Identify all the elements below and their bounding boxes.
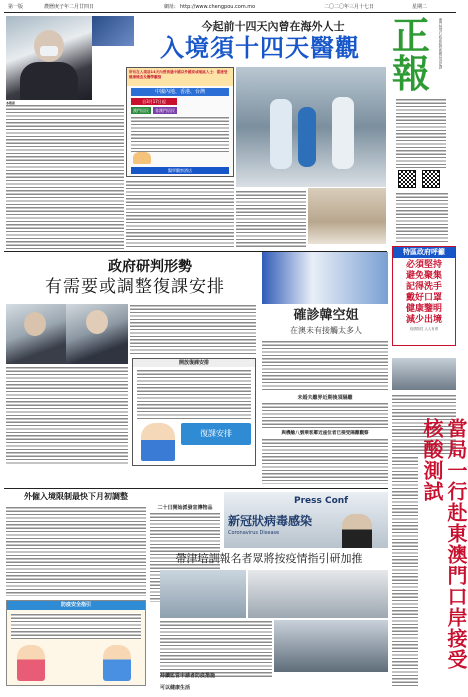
story7-body-1 [160, 620, 272, 678]
story2-photo-1 [6, 304, 66, 364]
infobox-row [131, 107, 229, 114]
reminder-item-2: 避免聚集 [405, 271, 442, 281]
brand-block [390, 14, 456, 244]
story4-title-1: 未婚夫離界近期後須隔離 [297, 395, 353, 401]
brand-side-note: 澳門特別行政區政府新聞局登記證 [438, 18, 442, 69]
worker-3 [332, 97, 354, 169]
lead-photo-corridor [308, 188, 386, 244]
lead-headline: 入境須十四天醫觀 [160, 34, 360, 62]
mid-rule [4, 488, 388, 489]
story2-headline-2: 有需要或調整復課安排 [45, 277, 225, 297]
edition-label: 第一版 [8, 4, 24, 10]
infobox-tag-3: 澳門居民 [133, 108, 149, 113]
lead-kicker: 今起前十四天內曾在海外人士 [201, 20, 345, 33]
lunar-date: 農曆庚子年二月廿四日 [44, 4, 95, 10]
reminder-title: 特區政府呼籲 [393, 247, 455, 258]
lead-byline: 本報訊 [6, 101, 16, 105]
story6-title: 二十日開始派發宣傳物品 [157, 505, 213, 511]
reminder-item-6: 減少出境 [405, 315, 442, 325]
reminder-item-5: 健康鑒明 [405, 304, 442, 314]
story7-photo-2 [248, 570, 388, 618]
website-url[interactable]: http://www.chengpou.com.mo [180, 4, 256, 10]
bottom-left-title: 防疫安全指引 [7, 601, 145, 610]
lead-photo-hospital [236, 67, 386, 187]
speaker-face [24, 312, 46, 336]
press-speaker [342, 514, 372, 548]
story5-headline: 外僱入境限制最快下月初調整 [24, 492, 128, 501]
infobox-bottom: 醫學觀察酒店 [131, 167, 229, 174]
weekday: 星期二 [412, 4, 428, 10]
issue-date: 二〇二〇年三月十七日 [324, 4, 375, 10]
story2-box-person [141, 423, 175, 461]
cartoon-figure-1 [17, 645, 45, 681]
story3-photo [262, 252, 388, 304]
person-body [20, 62, 78, 100]
speaker-face-2 [86, 310, 108, 334]
right-body-2 [392, 456, 418, 686]
website-label: 網址: [164, 4, 176, 10]
masthead [4, 2, 456, 12]
cartoon-figure-2 [103, 645, 131, 681]
story2-box-text [137, 369, 251, 421]
lead-photo-2 [92, 16, 134, 46]
reminder-footer: 疫情防控 人人有責 [409, 327, 439, 331]
lead-infobox [126, 67, 234, 177]
masthead-rule [4, 12, 456, 13]
worker-2 [298, 107, 316, 167]
story7-headline: 帶津培訓報名者眾將按疫情指引研加推 [175, 552, 363, 565]
press-photo [224, 492, 388, 548]
infobox-title: 所有在入境前14天內曾到過中國以外國家或地區人士：需接受健康檢查及醫學觀察 [127, 68, 233, 86]
vertical-headline: 當局一行赴東澳門口岸接受核酸測試 [420, 418, 468, 670]
story5-body [6, 506, 146, 596]
story2-photo-2 [66, 304, 128, 364]
reminder-item-3: 記得洗手 [405, 282, 442, 292]
story7-photo-3 [274, 620, 388, 672]
qr-code-1[interactable] [398, 170, 416, 188]
brand-info-lines [396, 98, 446, 168]
brand-contact-lines [396, 192, 448, 242]
story2-box-badge: 復課安排 [181, 423, 251, 445]
story7-sub: 持續監管申請者防疫措施 [160, 673, 216, 679]
press-banner: Press Conf [294, 496, 349, 506]
worker-1 [270, 99, 292, 169]
story2-headline-1: 政府研判形勢 [108, 259, 192, 275]
press-title-cn: 新冠狀病毒感染 [228, 514, 313, 528]
infobox-text [131, 116, 229, 152]
story2-body-2 [130, 304, 256, 356]
lead-body-col3 [236, 190, 306, 248]
brand-title-1: 正 [392, 14, 431, 58]
infobox-tag-2: 自3月17日起 [131, 98, 177, 105]
bottom-left-box [6, 600, 146, 686]
lead-photo [6, 16, 92, 100]
story2-box-title: 開放復課安排 [133, 359, 255, 367]
story3-body [262, 340, 388, 392]
reminder-item-1: 必須堅持 [405, 260, 442, 270]
story3-headline: 確診韓空姐 [293, 308, 359, 323]
story4-title-2: 與機艙八號乘客鄰近座位者已接受隔離觀察 [281, 431, 369, 436]
qr-code-2[interactable] [422, 170, 440, 188]
story3-sub: 在澳未有接觸太多人 [290, 326, 362, 335]
footer-note: 可以健康生活 [160, 685, 191, 691]
infobox-tag-1: 中國內地、香港、台灣 [131, 88, 229, 96]
story2-body-1 [6, 366, 128, 466]
press-title-en: Coronavirus Disease [228, 530, 280, 536]
right-photo-1 [392, 358, 456, 390]
story4-body-1 [262, 402, 388, 428]
infobox-tag-4: 非澳門居民 [155, 108, 175, 113]
story2-box [132, 358, 256, 466]
infobox-people-icon [133, 152, 151, 164]
reminder-box [392, 246, 456, 346]
bottom-left-text [11, 613, 141, 639]
reminder-item-4: 戴好口罩 [405, 293, 442, 303]
lead-body-col2 [126, 180, 234, 248]
brand-title-2: 報 [392, 52, 431, 96]
story4-body-2 [262, 438, 388, 484]
mask [40, 46, 58, 56]
story7-photo-1 [160, 570, 246, 618]
lead-body-col1 [6, 104, 124, 249]
